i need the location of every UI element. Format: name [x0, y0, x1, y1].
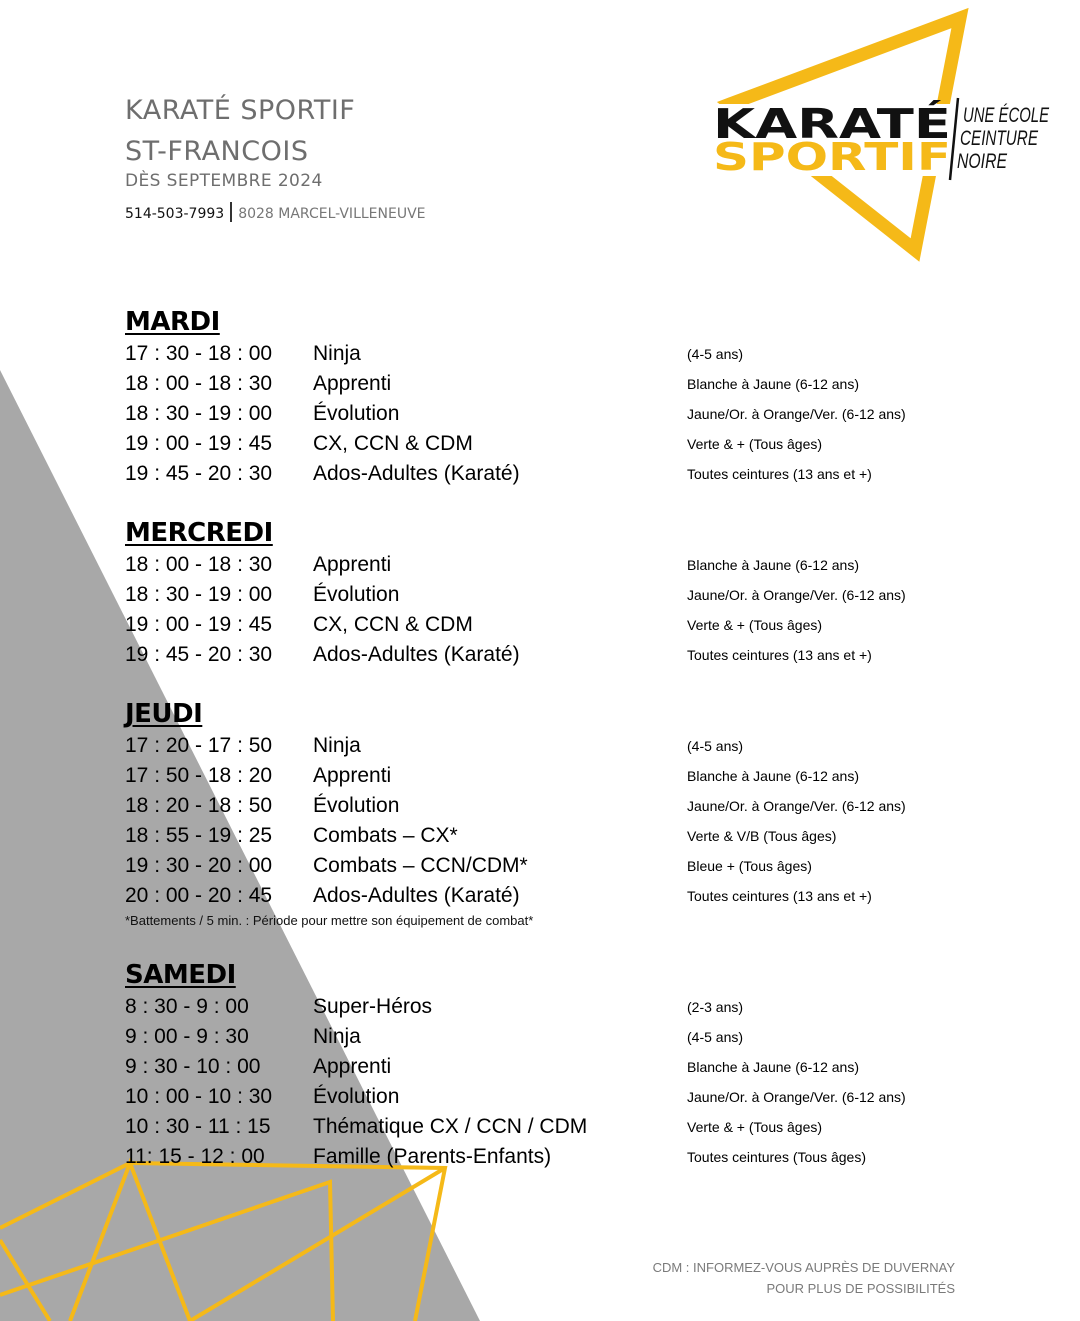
- day-section-mardi: [125, 305, 945, 489]
- schedule-row: [125, 399, 945, 429]
- class-time: 11: 15 - 12 : 00: [125, 1145, 265, 1168]
- schedule-row: [125, 1022, 945, 1052]
- class-level: Toutes ceintures (13 ans et +): [687, 647, 872, 663]
- schedule-row: [125, 851, 945, 881]
- class-level: Toutes ceintures (Tous âges): [687, 1149, 866, 1165]
- schedule-row: [125, 640, 945, 670]
- class-name: Super-Héros: [313, 995, 433, 1018]
- class-time: 19 : 30 - 20 : 00: [125, 854, 273, 877]
- class-level: Toutes ceintures (13 ans et +): [687, 888, 872, 904]
- class-time: 20 : 00 - 20 : 45: [125, 884, 273, 907]
- class-name: Apprenti: [313, 764, 392, 787]
- class-level: Bleue + (Tous âges): [687, 858, 812, 874]
- class-time: 18 : 20 - 18 : 50: [125, 794, 273, 817]
- address: 8028 MARCEL-VILLENEUVE: [238, 206, 426, 222]
- day-title: JEUDI: [125, 699, 203, 729]
- schedule-row: [125, 429, 945, 459]
- logo-word-sportif: SPORTIF: [713, 135, 951, 179]
- class-level: Verte & + (Tous âges): [687, 1119, 823, 1135]
- schedule-row: [125, 1052, 945, 1082]
- class-level: Toutes ceintures (13 ans et +): [687, 466, 872, 482]
- class-name: Ados-Adultes (Karaté): [313, 643, 520, 666]
- day-title: MARDI: [125, 307, 220, 337]
- class-name: Thématique CX / CCN / CDM: [313, 1115, 588, 1138]
- class-level: (4-5 ans): [687, 346, 744, 362]
- class-level: (4-5 ans): [687, 1029, 744, 1045]
- class-name: Évolution: [313, 402, 400, 425]
- class-time: 19 : 45 - 20 : 30: [125, 462, 273, 485]
- class-name: Ados-Adultes (Karaté): [313, 462, 520, 485]
- class-level: Blanche à Jaune (6-12 ans): [687, 768, 859, 784]
- class-name: Ninja: [313, 734, 361, 757]
- class-time: 17 : 50 - 18 : 20: [125, 764, 273, 787]
- day-title: MERCREDI: [125, 518, 273, 548]
- class-level: Blanche à Jaune (6-12 ans): [687, 376, 859, 392]
- class-time: 18 : 55 - 19 : 25: [125, 824, 273, 847]
- class-name: Évolution: [313, 583, 400, 606]
- class-time: 9 : 00 - 9 : 30: [125, 1025, 249, 1048]
- logo-word-karate: KARATÉ: [713, 100, 951, 148]
- class-name: Famille (Parents-Enfants): [313, 1145, 552, 1168]
- class-name: Apprenti: [313, 372, 392, 395]
- schedule-row: [125, 1112, 945, 1142]
- footer-line1: CDM : INFORMEZ-VOUS AUPRÈS DE DUVERNAY: [652, 1260, 955, 1275]
- class-time: 18 : 30 - 19 : 00: [125, 583, 273, 606]
- schedule-row: [125, 369, 945, 399]
- class-time: 19 : 00 - 19 : 45: [125, 432, 273, 455]
- class-name: Apprenti: [313, 553, 392, 576]
- class-name: CX, CCN & CDM: [313, 613, 473, 636]
- day-title: SAMEDI: [125, 960, 236, 990]
- club-name: [125, 90, 355, 172]
- start-date: DÈS SEPTEMBRE 2024: [125, 171, 323, 191]
- class-time: 17 : 20 - 17 : 50: [125, 734, 273, 757]
- class-time: 10 : 30 - 11 : 15: [125, 1115, 271, 1138]
- schedule-row: [125, 1082, 945, 1112]
- class-time: 8 : 30 - 9 : 00: [125, 995, 249, 1018]
- class-time: 19 : 45 - 20 : 30: [125, 643, 273, 666]
- karate-sportif-logo: [705, 12, 1065, 262]
- club-name-line2: ST-FRANCOIS: [125, 136, 309, 167]
- class-time: 19 : 00 - 19 : 45: [125, 613, 273, 636]
- class-name: Apprenti: [313, 1055, 392, 1078]
- class-time: 10 : 00 - 10 : 30: [125, 1085, 273, 1108]
- class-level: Jaune/Or. à Orange/Ver. (6-12 ans): [687, 1089, 906, 1105]
- class-name: CX, CCN & CDM: [313, 432, 473, 455]
- schedule-row: [125, 459, 945, 489]
- club-name-line1: KARATÉ SPORTIF: [125, 95, 356, 126]
- logo-tagline-3: NOIRE: [957, 150, 1008, 173]
- class-time: 17 : 30 - 18 : 00: [125, 342, 273, 365]
- class-level: Jaune/Or. à Orange/Ver. (6-12 ans): [687, 406, 906, 422]
- class-name: Évolution: [313, 794, 400, 817]
- combat-note: *Battements / 5 min. : Période pour mettre son équipement de combat*: [125, 913, 534, 928]
- footer-line2: POUR PLUS DE POSSIBILITÉS: [766, 1281, 955, 1296]
- contact-info: [125, 202, 426, 222]
- class-name: Combats – CCN/CDM*: [313, 854, 528, 877]
- schedule-row: [125, 339, 945, 369]
- divider: [230, 202, 232, 222]
- schedule-row: [125, 791, 945, 821]
- schedule-row: [125, 992, 945, 1022]
- class-time: 18 : 00 - 18 : 30: [125, 553, 273, 576]
- class-level: Blanche à Jaune (6-12 ans): [687, 1059, 859, 1075]
- logo-tagline-1: UNE ÉCOLE: [963, 104, 1050, 127]
- class-level: (4-5 ans): [687, 738, 744, 754]
- day-section-jeudi: [125, 697, 945, 931]
- schedule-row: [125, 610, 945, 640]
- logo-tagline-2: CEINTURE: [960, 127, 1039, 150]
- schedule-row: [125, 761, 945, 791]
- class-time: 18 : 30 - 19 : 00: [125, 402, 273, 425]
- class-name: Évolution: [313, 1085, 400, 1108]
- schedule-row: [125, 731, 945, 761]
- class-level: Verte & + (Tous âges): [687, 436, 823, 452]
- class-level: Verte & + (Tous âges): [687, 617, 823, 633]
- day-section-samedi: [125, 958, 945, 1172]
- class-level: Jaune/Or. à Orange/Ver. (6-12 ans): [687, 587, 906, 603]
- class-name: Ninja: [313, 342, 361, 365]
- day-section-mercredi: [125, 516, 945, 670]
- phone-number[interactable]: 514-503-7993: [125, 206, 225, 222]
- footer-note: [653, 1257, 955, 1299]
- schedule-row: [125, 580, 945, 610]
- schedule-row: [125, 821, 945, 851]
- class-name: Ados-Adultes (Karaté): [313, 884, 520, 907]
- schedule-row: [125, 1142, 945, 1172]
- class-level: Verte & V/B (Tous âges): [687, 828, 837, 844]
- class-level: Blanche à Jaune (6-12 ans): [687, 557, 859, 573]
- class-time: 9 : 30 - 10 : 00: [125, 1055, 261, 1078]
- class-name: Ninja: [313, 1025, 361, 1048]
- class-level: Jaune/Or. à Orange/Ver. (6-12 ans): [687, 798, 906, 814]
- class-level: (2-3 ans): [687, 999, 744, 1015]
- schedule-row: [125, 881, 945, 911]
- class-time: 18 : 00 - 18 : 30: [125, 372, 273, 395]
- class-name: Combats – CX*: [313, 824, 458, 847]
- schedule-row: [125, 550, 945, 580]
